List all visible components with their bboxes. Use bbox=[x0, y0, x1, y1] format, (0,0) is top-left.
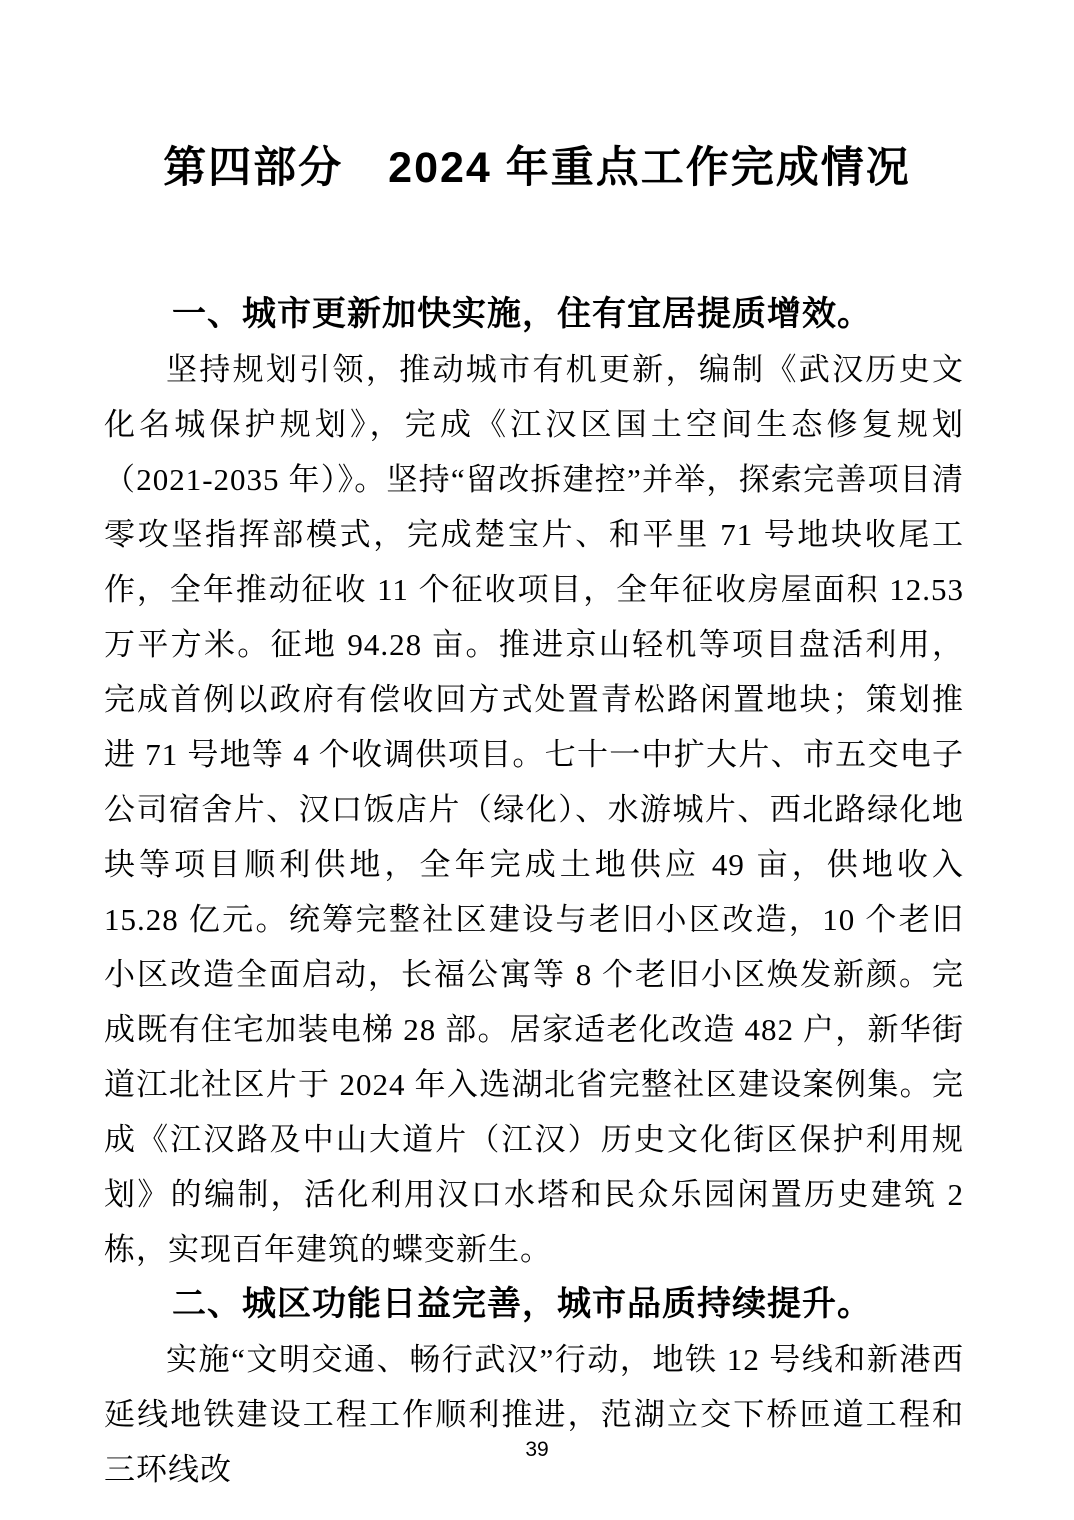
section-1-heading: 一、城市更新加快实施，住有宜居提质增效。 bbox=[172, 296, 872, 333]
section-1-paragraph: 坚持规划引领，推动城市有机更新，编制《武汉历史文化名城保护规划》，完成《江汉区国土空间生态修复规划（2021-2035 年）》。坚持“留改拆建控”并举，探索完善项目清零攻坚指挥部模式，完成楚宝片、和平里 71 号地块收尾工作，全年推动征收 11 个征收项目，全年征收房屋面积 12.53 万平方米。征地 94.28 亩。推进京山轻机等项目盘活利用，完成首例以政府有偿收回方式处置青松路闲置地块；策划推进 71 号地等 4 个收调供项目。七十一中扩大片、市五交电子公司宿舍片、汉口饭店片（绿化）、水游城片、西北路绿化地块等项目顺利供地，全年完成土地供应 49 亩，供地收入 15.28 亿元。统筹完整社区建设与老旧小区改造，10 个老旧小区改造全面启动，长福公寓等 8 个老旧小区焕发新颜。完成既有住宅加装电梯 28 部。居家适老化改造 482 户，新华街道江北社区片于 2024 年入选湖北省完整社区建设案例集。完成《江汉路及中山大道片（江汉）历史文化街区保护利用规划》的编制，活化利用汉口水塔和民众乐园闲置历史建筑 2 栋，实现百年建筑的蝶变新生。 bbox=[104, 352, 964, 1267]
page-number: 39 bbox=[525, 1438, 549, 1461]
page-title: 第四部分 2024 年重点工作完成情况 bbox=[163, 144, 911, 192]
section-2-paragraph: 实施“文明交通、畅行武汉”行动，地铁 12 号线和新港西延线地铁建设工程工作顺利推进，范湖立交下桥匝道工程和三环线改 bbox=[104, 1342, 964, 1487]
section-2-heading: 二、城区功能日益完善，城市品质持续提升。 bbox=[172, 1286, 872, 1323]
document-body bbox=[104, 287, 964, 1497]
